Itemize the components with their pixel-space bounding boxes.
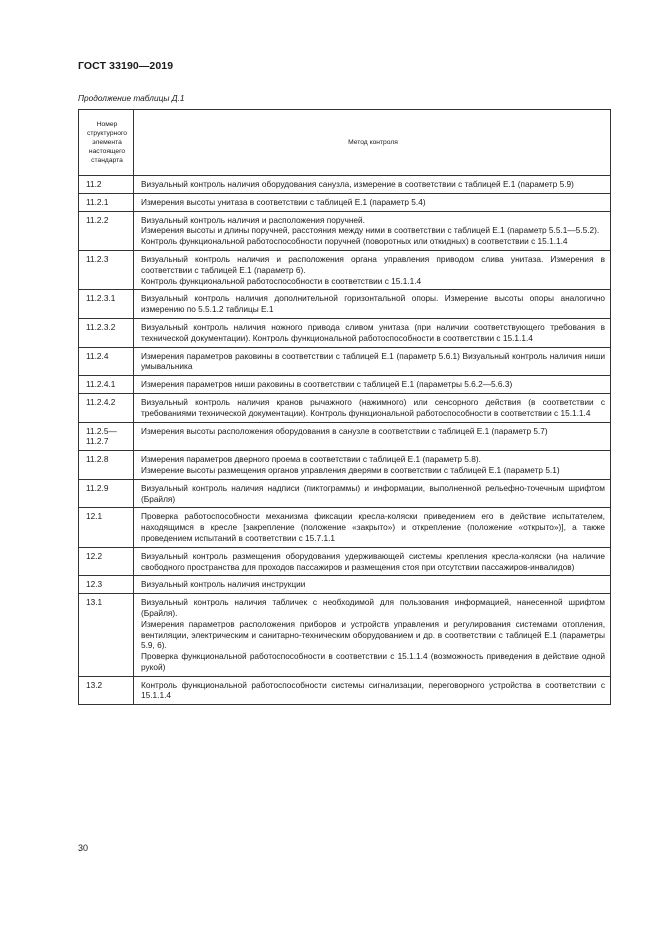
row-control-method xyxy=(134,676,611,705)
row-control-method xyxy=(134,393,611,422)
table-row xyxy=(79,508,611,547)
row-control-method xyxy=(134,193,611,211)
row-control-method xyxy=(134,508,611,547)
method-line: Измерения параметров ниши раковины в соответствии с таблицей Е.1 (параметры 5.6.2—5.6.3) xyxy=(141,379,513,390)
table-continuation-caption: Продолжение таблицы Д.1 xyxy=(78,93,185,103)
row-element-number: 11.2.1 xyxy=(79,193,134,211)
row-element-number: 11.2.4 xyxy=(79,347,134,376)
table-row xyxy=(79,451,611,480)
row-element-number: 13.1 xyxy=(79,594,134,677)
method-line: Измерение высоты размещения органов управления дверями в соответствии с таблицей Е.1 (параметр 5.1) xyxy=(141,464,560,475)
method-line: Измерения параметров расположения приборов и устройств управления и регулирования системами отопления, вентиляции, электрическим и санитарно-техническим оборудованием и др. в соответствии с таблицей Е.1 (параметры 5.9, 6). xyxy=(141,618,605,651)
table-row xyxy=(79,547,611,576)
method-line: Проверка работоспособности механизма фиксации кресла-коляски приведением его в действие испытателем, находящимся в кресле [закрепление (положение «закрыто») и открепление (положение «открыто»)], а также проведением испытаний в соответствии с 15.7.1.1 xyxy=(141,511,605,543)
method-line: Визуальный контроль наличия дополнительной горизонтальной опоры. Измерение высоты опоры аналогично измерению по 5.5.1.2 таблицы Е.1 xyxy=(141,293,605,315)
row-control-method xyxy=(134,376,611,394)
method-line: Визуальный контроль наличия оборудования санузла, измерение в соответствии с таблицей Е.1 (параметр 5.9) xyxy=(141,179,574,189)
row-element-number: 12.1 xyxy=(79,508,134,547)
method-line: Визуальный контроль наличия табличек с необходимой для пользования информацией, нанесенной шрифтом (Брайля). xyxy=(141,597,605,618)
method-line: Контроль функциональной работоспособности в соответствии с 15.1.1.4 xyxy=(141,275,422,286)
table-row xyxy=(79,479,611,508)
row-control-method xyxy=(134,547,611,576)
header-element-number: Номер структурного элемента настоящего стандарта xyxy=(79,110,134,176)
row-control-method xyxy=(134,318,611,347)
row-control-method xyxy=(134,211,611,250)
method-line: Измерения высоты и длины поручней, расстояния между ними в соответствии с таблицей Е.1 (параметр 5.5.1—5.5.2). xyxy=(141,225,600,236)
control-methods-table xyxy=(78,109,611,705)
row-element-number: 11.2.4.1 xyxy=(79,376,134,394)
row-element-number: 11.2.3.2 xyxy=(79,318,134,347)
table-row xyxy=(79,347,611,376)
row-element-number: 12.3 xyxy=(79,576,134,594)
row-element-number: 13.2 xyxy=(79,676,134,705)
table-row xyxy=(79,250,611,289)
row-control-method xyxy=(134,576,611,594)
table-header-row xyxy=(79,110,611,176)
row-element-number: 11.2.3 xyxy=(79,250,134,289)
row-control-method xyxy=(134,347,611,376)
table-row xyxy=(79,318,611,347)
method-line: Проверка функциональной работоспособности в соответствии с 15.1.1.4 (возможность приведения в действие одной рукой) xyxy=(141,651,605,672)
method-line: Визуальный контроль наличия надписи (пиктограммы) и информации, выполненной рельефно-точечным шрифтом (Брайля) xyxy=(141,482,605,504)
page-number: 30 xyxy=(78,843,89,853)
row-element-number: 11.2.8 xyxy=(79,451,134,480)
method-line: Визуальный контроль наличия и расположения органа управления приводом слива унитаза. Измерения в соответствии с таблицей Е.1 (параметр 6). xyxy=(141,253,605,275)
method-line: Визуальный контроль размещения оборудования удерживающей системы крепления кресла-коляски (на наличие свободного пространства для проходов пассажиров и размещения стоя при отсутствии пассажиров-инвалидов) xyxy=(141,550,605,572)
table-row xyxy=(79,676,611,705)
table-row xyxy=(79,393,611,422)
row-element-number: 12.2 xyxy=(79,547,134,576)
table-row xyxy=(79,211,611,250)
row-element-number: 11.2 xyxy=(79,176,134,194)
row-control-method xyxy=(134,451,611,480)
row-control-method xyxy=(134,250,611,289)
table-row xyxy=(79,193,611,211)
method-line: Контроль функциональной работоспособности системы сигнализации, переговорного устройства в соответствии с 15.1.1.4 xyxy=(141,679,605,701)
method-line: Визуальный контроль наличия ножного привода сливом унитаза (при наличии соответствующего требования в технической документации). Контроль функциональной работоспособности в соответствии с 15.1.1.4 xyxy=(141,321,605,343)
header-control-method: Метод контроля xyxy=(134,110,611,176)
method-line: Контроль функциональной работоспособности поручней (поворотных или откидных) в соответствии с 15.1.1.4 xyxy=(141,236,568,247)
table-row xyxy=(79,576,611,594)
method-line: Измерения высоты унитаза в соответствии с таблицей Е.1 (параметр 5.4) xyxy=(141,196,426,207)
method-line: Измерения параметров раковины в соответствии с таблицей Е.1 (параметр 5.6.1) Визуальный контроль наличия ниши умывальника xyxy=(141,350,605,372)
table-row xyxy=(79,594,611,677)
method-line: Измерения параметров дверного проема в соответствии с таблицей Е.1 (параметр 5.8). xyxy=(141,454,481,465)
row-control-method xyxy=(134,290,611,319)
row-control-method xyxy=(134,479,611,508)
row-element-number: 11.2.3.1 xyxy=(79,290,134,319)
table-row xyxy=(79,176,611,194)
method-line: Измерения высоты расположения оборудования в санузле в соответствии с таблицей Е.1 (параметр 5.7) xyxy=(141,425,548,436)
method-line: Визуальный контроль наличия кранов рычажного (нажимного) или сенсорного действия (в соответствии с требованиями технической документации). Контроль функциональной работоспособности в соответствии с 15.1.1.4 xyxy=(141,396,605,418)
row-element-number: 11.2.5— 11.2.7 xyxy=(79,422,134,451)
row-element-number: 11.2.4.2 xyxy=(79,393,134,422)
table-row xyxy=(79,290,611,319)
method-line: Визуальный контроль наличия инструкции xyxy=(141,579,306,590)
row-element-number: 11.2.9 xyxy=(79,479,134,508)
standard-designation: ГОСТ 33190—2019 xyxy=(78,60,174,72)
row-control-method xyxy=(134,422,611,451)
table-row xyxy=(79,422,611,451)
method-line: Визуальный контроль наличия и расположения поручней. xyxy=(141,214,365,225)
table-body xyxy=(79,176,611,705)
table-row xyxy=(79,376,611,394)
row-control-method xyxy=(134,594,611,677)
row-control-method xyxy=(134,176,611,194)
row-element-number: 11.2.2 xyxy=(79,211,134,250)
